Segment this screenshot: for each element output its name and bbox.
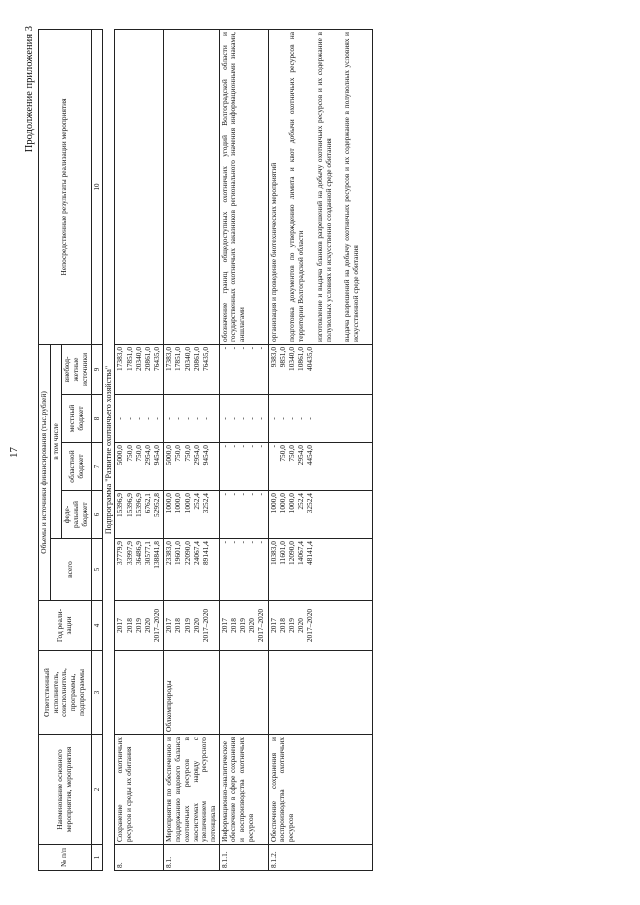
year-cell (219, 601, 268, 651)
total-cell-value: - (247, 541, 257, 544)
regional-cell-value: 750,0 (133, 445, 143, 462)
total-cell-value: 36486,9 (133, 541, 143, 566)
extra-cell-value: 76435,0 (201, 346, 211, 371)
year-cell-value: 2020 (191, 618, 201, 633)
regional-cell (164, 443, 219, 491)
extra-cell-value: 10340,0 (287, 346, 297, 371)
responsible-executor: Облкомприроды (164, 651, 219, 735)
regional-cell-value: - (247, 445, 257, 448)
column-number: 4 (91, 601, 102, 651)
result-item: обозначение границ общедоступных охотничьих угодий Волгоградской области и государственных охотничьих заказников регионального значения информационными знаками, аншлагами (219, 32, 247, 342)
federal-cell-value: - (256, 493, 266, 496)
local-cell-value: - (228, 417, 238, 420)
local-cell-value: - (238, 417, 248, 420)
column-number: 9 (91, 344, 102, 394)
column-number: 2 (91, 735, 102, 845)
local-cell-value: - (201, 417, 211, 420)
local-cell-value: - (296, 417, 306, 420)
local-cell-value: - (287, 417, 297, 420)
regional-cell-value: 750,0 (124, 445, 134, 462)
local-cell-value: - (133, 417, 143, 420)
local-cell-value: - (268, 417, 278, 420)
local-cell-value: - (142, 417, 152, 420)
local-cell-value: - (277, 417, 287, 420)
extra-cell-value: - (238, 346, 248, 350)
year-cell (115, 601, 164, 651)
federal-cell-value: 15396,9 (133, 493, 143, 518)
result-item: изготовление и выдача бланков разрешений на добычу охотничьих ресурсов и их содержание в полуволных условиях и искусственно созданной среде обитания (314, 32, 333, 342)
year-cell-value: 2017–2020 (201, 608, 211, 643)
table-row (115, 30, 164, 871)
total-cell-value: 30577,1 (142, 541, 152, 566)
total-cell-value: 37779,9 (115, 541, 125, 566)
header-extra: внебюд- жетные источники (62, 344, 91, 394)
column-number: 8 (91, 395, 102, 443)
header-results: Непосредственные результаты реализации мероприятия (39, 30, 92, 345)
extra-cell-value: 40435,0 (305, 346, 315, 371)
header-year: Год реали- зации (39, 601, 92, 651)
column-number: 5 (91, 539, 102, 601)
result-item: подготовка документов по утверждению лимита и квот добычи охотничьих ресурсов на территории Волгоградской области (287, 32, 306, 342)
regional-cell-value: 750,0 (277, 445, 287, 462)
regional-cell-value: 5000,0 (115, 445, 125, 466)
regional-cell-value: 2954,0 (296, 445, 306, 466)
extra-cell-value: - (247, 346, 257, 350)
program-table (38, 29, 373, 871)
extra-cell-value: 17851,0 (124, 346, 134, 371)
year-cell-value: 2017–2020 (152, 608, 162, 643)
extra-cell-value: - (228, 346, 238, 350)
year-cell-value: 2019 (238, 618, 248, 633)
federal-cell-value: 3252,4 (201, 493, 211, 514)
extra-cell-value: 20861,0 (191, 346, 201, 371)
regional-cell (268, 443, 372, 491)
column-number: 3 (91, 651, 102, 735)
local-cell-value: - (164, 417, 174, 420)
federal-cell-value: 252,4 (296, 493, 306, 510)
total-cell-value: 24067,4 (191, 541, 201, 566)
federal-cell-value: - (219, 493, 229, 496)
header-federal: феде- ральный бюджет (62, 491, 91, 539)
total-cell-value: 12090,0 (287, 541, 297, 566)
extra-cell (164, 344, 219, 394)
federal-cell (164, 491, 219, 539)
regional-cell-value: - (256, 445, 266, 448)
federal-cell (268, 491, 372, 539)
extra-cell-value: - (219, 346, 229, 350)
total-cell (115, 539, 164, 601)
year-cell-value: 2020 (247, 618, 257, 633)
total-cell-value: 89141,4 (201, 541, 211, 566)
measure-name: Сохранение охотничьих ресурсов и среды их обитания (115, 735, 164, 845)
federal-cell-value: 1000,0 (268, 493, 278, 514)
local-cell-value: - (247, 417, 257, 420)
table-row (164, 30, 219, 871)
federal-cell-value: - (247, 493, 257, 496)
federal-cell-value: 1000,0 (277, 493, 287, 514)
local-cell-value: - (115, 417, 125, 420)
extra-cell-value: 9851,0 (277, 346, 287, 368)
header-funding: Объемы и источники финансирования (тыс.рублей) (39, 344, 51, 600)
local-cell-value: - (256, 417, 266, 420)
year-cell-value: 2018 (173, 618, 183, 633)
responsible-executor (115, 651, 164, 735)
extra-cell-value: 17851,0 (173, 346, 183, 371)
total-cell-value: 19601,0 (173, 541, 183, 566)
extra-cell-value: 20340,0 (182, 346, 192, 371)
result-item: организация и проведение биотехнических мероприятий (268, 162, 278, 342)
federal-cell-value: 3252,4 (305, 493, 315, 514)
continuation-label: Продолжение приложения 3 (24, 26, 35, 153)
year-cell-value: 2019 (287, 618, 297, 633)
year-cell-value: 2018 (277, 618, 287, 633)
year-cell (164, 601, 219, 651)
header-name: Наименование основного мероприятия, мероприятия (39, 735, 92, 845)
results-cell (115, 30, 164, 345)
year-cell (268, 601, 372, 651)
year-cell-value: 2020 (296, 618, 306, 633)
local-cell-value: - (191, 417, 201, 420)
regional-cell-value: 5000,0 (164, 445, 174, 466)
total-cell-value: 23383,0 (164, 541, 174, 566)
federal-cell-value: 252,4 (191, 493, 201, 510)
page-number: 17 (8, 447, 20, 458)
header-num: № п/п (39, 845, 92, 871)
regional-cell-value: - (228, 445, 238, 448)
local-cell-value: - (219, 417, 229, 420)
local-cell-value: - (152, 417, 162, 420)
regional-cell-value: - (219, 445, 229, 448)
measure-name: Информационно-аналитическое обеспечение в сфере сохранения и воспроизводства охотничьих ресурсов (219, 735, 268, 845)
federal-cell-value: 6762,1 (142, 493, 152, 514)
column-number: 6 (91, 491, 102, 539)
year-cell-value: 2018 (124, 618, 134, 633)
header-total: всего (50, 539, 91, 601)
responsible-executor (219, 651, 268, 735)
local-cell-value: - (124, 417, 134, 420)
federal-cell-value: - (228, 493, 238, 496)
total-cell-value: 14067,4 (296, 541, 306, 566)
extra-cell-value: 17383,0 (115, 346, 125, 371)
year-cell-value: 2017–2020 (256, 608, 266, 643)
total-cell-value: 48141,4 (305, 541, 315, 566)
header-responsible: Ответственный исполнитель, соисполнитель, программы, подпрограммы (39, 651, 92, 735)
extra-cell (219, 344, 268, 394)
extra-cell-value: 20861,0 (142, 346, 152, 371)
extra-cell-value: 10861,0 (296, 346, 306, 371)
total-cell-value: 10383,0 (268, 541, 278, 566)
regional-cell-value: - (268, 445, 278, 448)
header-including: в том числе (50, 344, 62, 538)
row-number: 8.1.2. (268, 845, 372, 871)
extra-cell (115, 344, 164, 394)
federal-cell-value: 1000,0 (173, 493, 183, 514)
regional-cell-value: 750,0 (182, 445, 192, 462)
results-cell (219, 30, 268, 345)
regional-cell (219, 443, 268, 491)
total-cell-value: 33997,9 (124, 541, 134, 566)
total-cell-value: 11601,0 (277, 541, 287, 565)
measure-name: Мероприятия по обеспечению и поддержанию видового баланса охотничьих ресурсов в экосистемах наряду с увеличением ресурсного потенциала (164, 735, 219, 845)
local-cell (115, 395, 164, 443)
extra-cell-value: 20340,0 (133, 346, 143, 371)
responsible-executor (268, 651, 372, 735)
local-cell (219, 395, 268, 443)
federal-cell-value: 1000,0 (182, 493, 192, 514)
federal-cell-value: 1000,0 (287, 493, 297, 514)
extra-cell-value: 76435,0 (152, 346, 162, 371)
regional-cell-value: 750,0 (173, 445, 183, 462)
federal-cell-value: 15396,9 (124, 493, 134, 518)
local-cell (268, 395, 372, 443)
year-cell-value: 2018 (228, 618, 238, 633)
subprogram-title: Подпрограмма "Развитие охотничьего хозяйства" (102, 30, 114, 871)
measure-name: Обеспечение сохранения и воспроизводства охотничьих ресурсов (268, 735, 372, 845)
federal-cell (219, 491, 268, 539)
year-cell-value: 2017 (164, 618, 174, 633)
total-cell-value: 138841,8 (152, 541, 162, 569)
total-cell (268, 539, 372, 601)
total-cell (219, 539, 268, 601)
total-cell (164, 539, 219, 601)
total-cell-value: - (228, 541, 238, 544)
year-cell-value: 2017 (115, 618, 125, 633)
total-cell-value: - (238, 541, 248, 544)
federal-cell-value: - (238, 493, 248, 496)
regional-cell-value: 9454,0 (152, 445, 162, 466)
year-cell-value: 2017 (219, 618, 229, 633)
extra-cell (268, 344, 372, 394)
federal-cell-value: 15396,9 (115, 493, 125, 518)
local-cell (164, 395, 219, 443)
result-item: выдача разрешений на добычу охотничьих ресурсов и их содержание в полуволных условиях и искусственной среде обитания (342, 32, 361, 342)
total-cell-value: 22090,0 (182, 541, 192, 566)
year-cell-value: 2019 (133, 618, 143, 633)
total-cell-value: - (256, 541, 266, 544)
regional-cell-value: 2954,0 (142, 445, 152, 466)
extra-cell-value: 17383,0 (164, 346, 174, 371)
table-row (268, 30, 372, 871)
regional-cell-value: - (238, 445, 248, 448)
local-cell-value: - (173, 417, 183, 420)
row-number: 8. (115, 845, 164, 871)
federal-cell-value: 1000,0 (164, 493, 174, 514)
regional-cell (115, 443, 164, 491)
year-cell-value: 2017–2020 (305, 608, 315, 643)
regional-cell-value: 9454,0 (201, 445, 211, 466)
extra-cell-value: 9383,0 (268, 346, 278, 368)
header-local: местный бюджет (62, 395, 91, 443)
year-cell-value: 2020 (142, 618, 152, 633)
row-number: 8.1. (164, 845, 219, 871)
year-cell-value: 2019 (182, 618, 192, 633)
total-cell-value: - (219, 541, 229, 544)
extra-cell-value: - (256, 346, 266, 350)
table-row (219, 30, 268, 871)
results-cell (164, 30, 219, 345)
header-regional: областной бюджет (62, 443, 91, 491)
column-number: 1 (91, 845, 102, 871)
column-number: 7 (91, 443, 102, 491)
local-cell-value: - (305, 417, 315, 420)
federal-cell (115, 491, 164, 539)
column-number: 10 (91, 30, 102, 345)
results-cell (268, 30, 372, 345)
local-cell-value: - (182, 417, 192, 420)
row-number: 8.1.1. (219, 845, 268, 871)
regional-cell-value: 2954,0 (191, 445, 201, 466)
regional-cell-value: 4454,0 (305, 445, 315, 466)
regional-cell-value: 750,0 (287, 445, 297, 462)
federal-cell-value: 52952,8 (152, 493, 162, 518)
year-cell-value: 2017 (268, 618, 278, 633)
